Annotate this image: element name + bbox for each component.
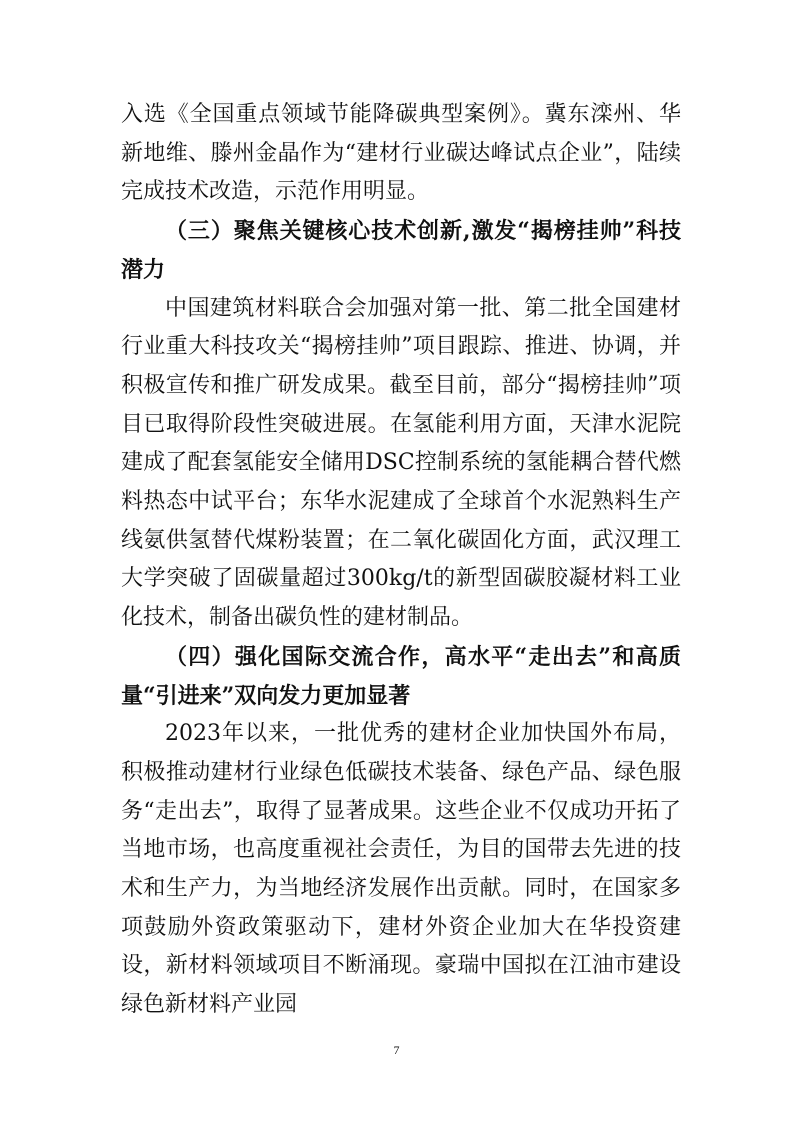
page-number: 7	[393, 1043, 400, 1057]
section-heading-4: （四）强化国际交流合作，高水平“走出去”和高质量“引进来”双向发力更加显著	[121, 643, 681, 709]
paragraph-continuation: 入选《全国重点领域节能降碳典型案例》。冀东滦州、华新地维、滕州金晶作为“建材行业碳达峰试点企业”，陆续完成技术改造，示范作用明显。	[121, 102, 681, 205]
section-heading-3: （三）聚焦关键核心技术创新,激发“揭榜挂帅”科技潜力	[121, 218, 681, 283]
paragraph-tech-innovation: 中国建筑材料联合会加强对第一批、第二批全国建材行业重大科技攻关“揭榜挂帅”项目跟踪、推进、协调，并积极宣传和推广研发成果。截至目前，部分“揭榜挂帅”项目已取得阶段性突破进展。在氢能利用方面，天津水泥院建成了配套氢能安全储用DSC控制系统的氢能耦合替代燃料热态中试平台；东华水泥建成了全球首个水泥熟料生产线氨供氢替代煤粉装置；在二氧化碳固化方面，武汉理工大学突破了固碳量超过300kg/t的新型固碳胶凝材料工业化技术，制备出碳负性的建材制品。	[121, 295, 681, 631]
paragraph-international: 2023年以来，一批优秀的建材企业加快国外布局，积极推动建材行业绿色低碳技术装备、绿色产品、绿色服务“走出去”，取得了显著成果。这些企业不仅成功开拓了当地市场，也高度重视社会责任，为目的国带去先进的技术和生产力，为当地经济发展作出贡献。同时，在国家多项鼓励外资政策驱动下，建材外资企业加大在华投资建设，新材料领域项目不断涌现。豪瑞中国拟在江油市建设绿色新材料产业园	[121, 721, 681, 1018]
document-body	[121, 96, 681, 1025]
